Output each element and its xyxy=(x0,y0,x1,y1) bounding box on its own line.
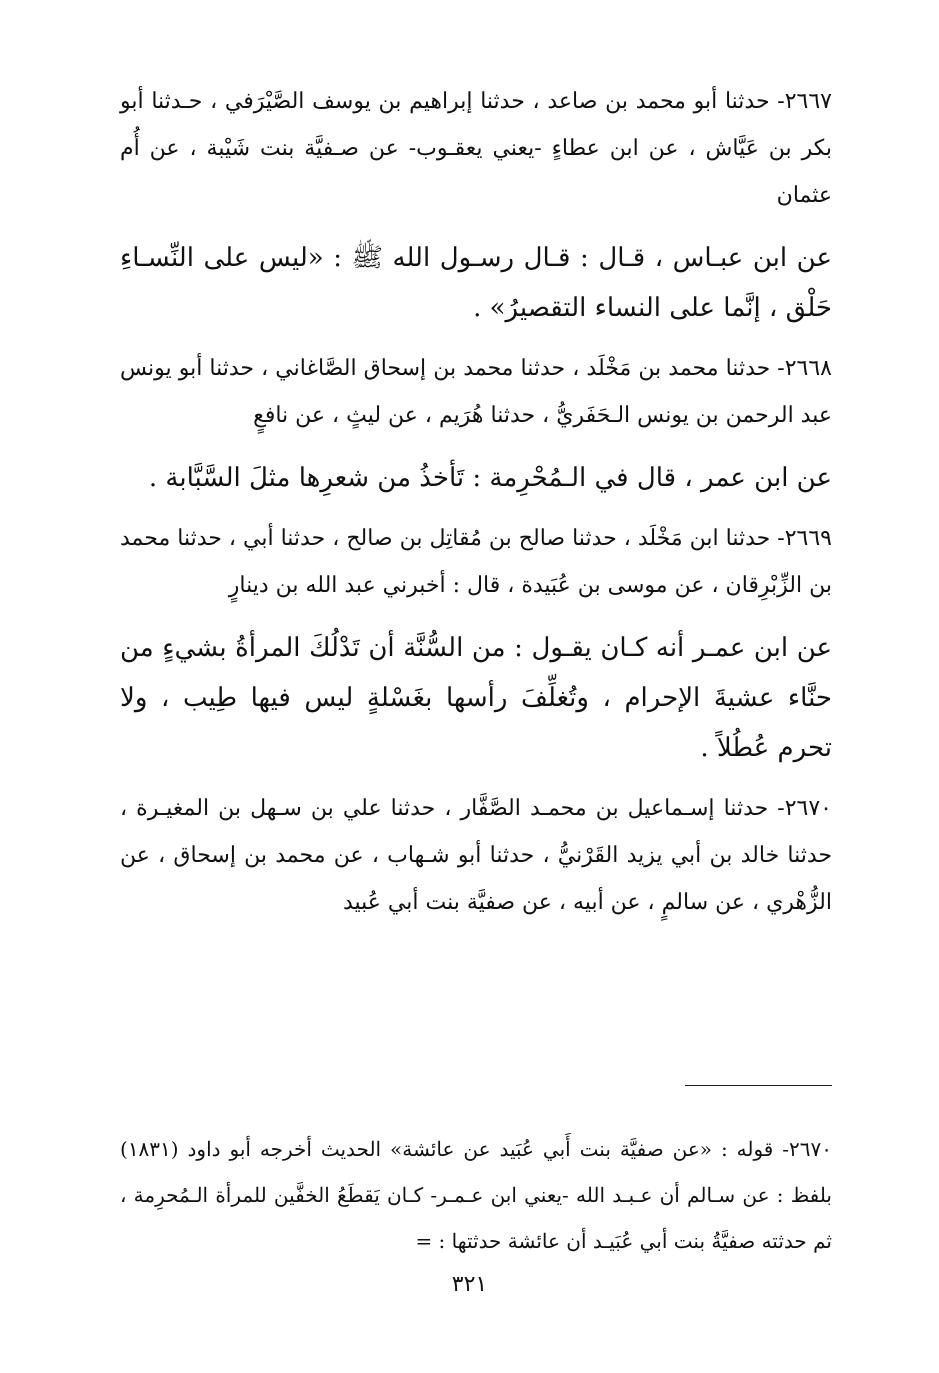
footnote: ٢٦٧٠- قوله : «عن صفيَّة بنت أَبي عُبَيد عن عائشة» الحديث أخرجه أبو داود (١٨٣١) بلفظ : عن سـالم أن عـبـد الله -يعني ابن عـمـر- كـان يَقطَعُ الخفَّين للمرأة الـمُحرِمة ، ثم حدثته صفيَّةُ بنت أبي عُبَيـد أن عائشة حدثتها : = xyxy=(120,1137,832,1253)
footnote-divider xyxy=(685,1085,832,1086)
main-text xyxy=(120,78,832,926)
hadith-2668-isnad: ٢٦٦٨- حدثنا محمد بن مَخْلَد ، حدثنا محمد بن إسحاق الصَّاغاني ، حدثنا أبو يونس عبد الرحمن بن يونس الـحَفَريُّ ، حدثنا هُرَيم ، عن ليثٍ ، عن نافعٍ xyxy=(120,356,832,428)
hadith-2667-isnad: ٢٦٦٧- حدثنا أبو محمد بن صاعد ، حدثنا إبراهيم بن يوسف الصَّيْرَفي ، حـدثنا أبو بكر بن عَيَّاش ، عن ابن عطاءٍ -يعني يعقـوب- عن صـفيَّة بنت شَيْبة ، عن أُم عثمان xyxy=(120,89,832,208)
page-number: ٣٢١ xyxy=(451,1272,488,1297)
hadith-2667-matn: عن ابن عبـاس ، قـال : قـال رسـول الله ﷺ : «ليس على النِّسـاءِ حَلْق ، إنَّما على النساء التقصيرُ» . xyxy=(120,243,832,323)
hadith-2669-isnad: ٢٦٦٩- حدثنا ابن مَخْلَد ، حدثنا صالح بن مُقاتِل بن صالح ، حدثنا أبي ، حدثنا محمد بن الزِّبْرِقان ، عن موسى بن عُبَيدة ، قال : أخبرني عبد الله بن دينارٍ xyxy=(120,526,832,598)
hadith-2669-matn: عن ابن عمـر أنه كـان يقـول : من السُّنَّة أن تَدْلُكَ المرأةُ بشيءٍ من حنَّاء عشيةَ الإحرام ، وتُغلِّفَ رأسها بغَسْلةٍ ليس فيها طِيب ، ولا تحرم عُطُلاً . xyxy=(120,633,832,763)
hadith-2670-isnad: ٢٦٧٠- حدثنا إسـماعيل بن محمـد الصَّفَّار ، حدثنا علي بن سـهل بن المغيـرة ، حدثنا خالد بن أبي يزيد القَرْنيُّ ، حدثنا أبو شـهاب ، عن محمد بن إسحاق ، عن الزُّهْري ، عن سالمٍ ، عن أبيه ، عن صفيَّة بنت أبي عُبيد xyxy=(120,796,832,915)
hadith-2668-matn: عن ابن عمر ، قال في الـمُحْرِمة : تَأخذُ من شعرِها مثلَ السَّبَّابة . xyxy=(148,463,832,493)
